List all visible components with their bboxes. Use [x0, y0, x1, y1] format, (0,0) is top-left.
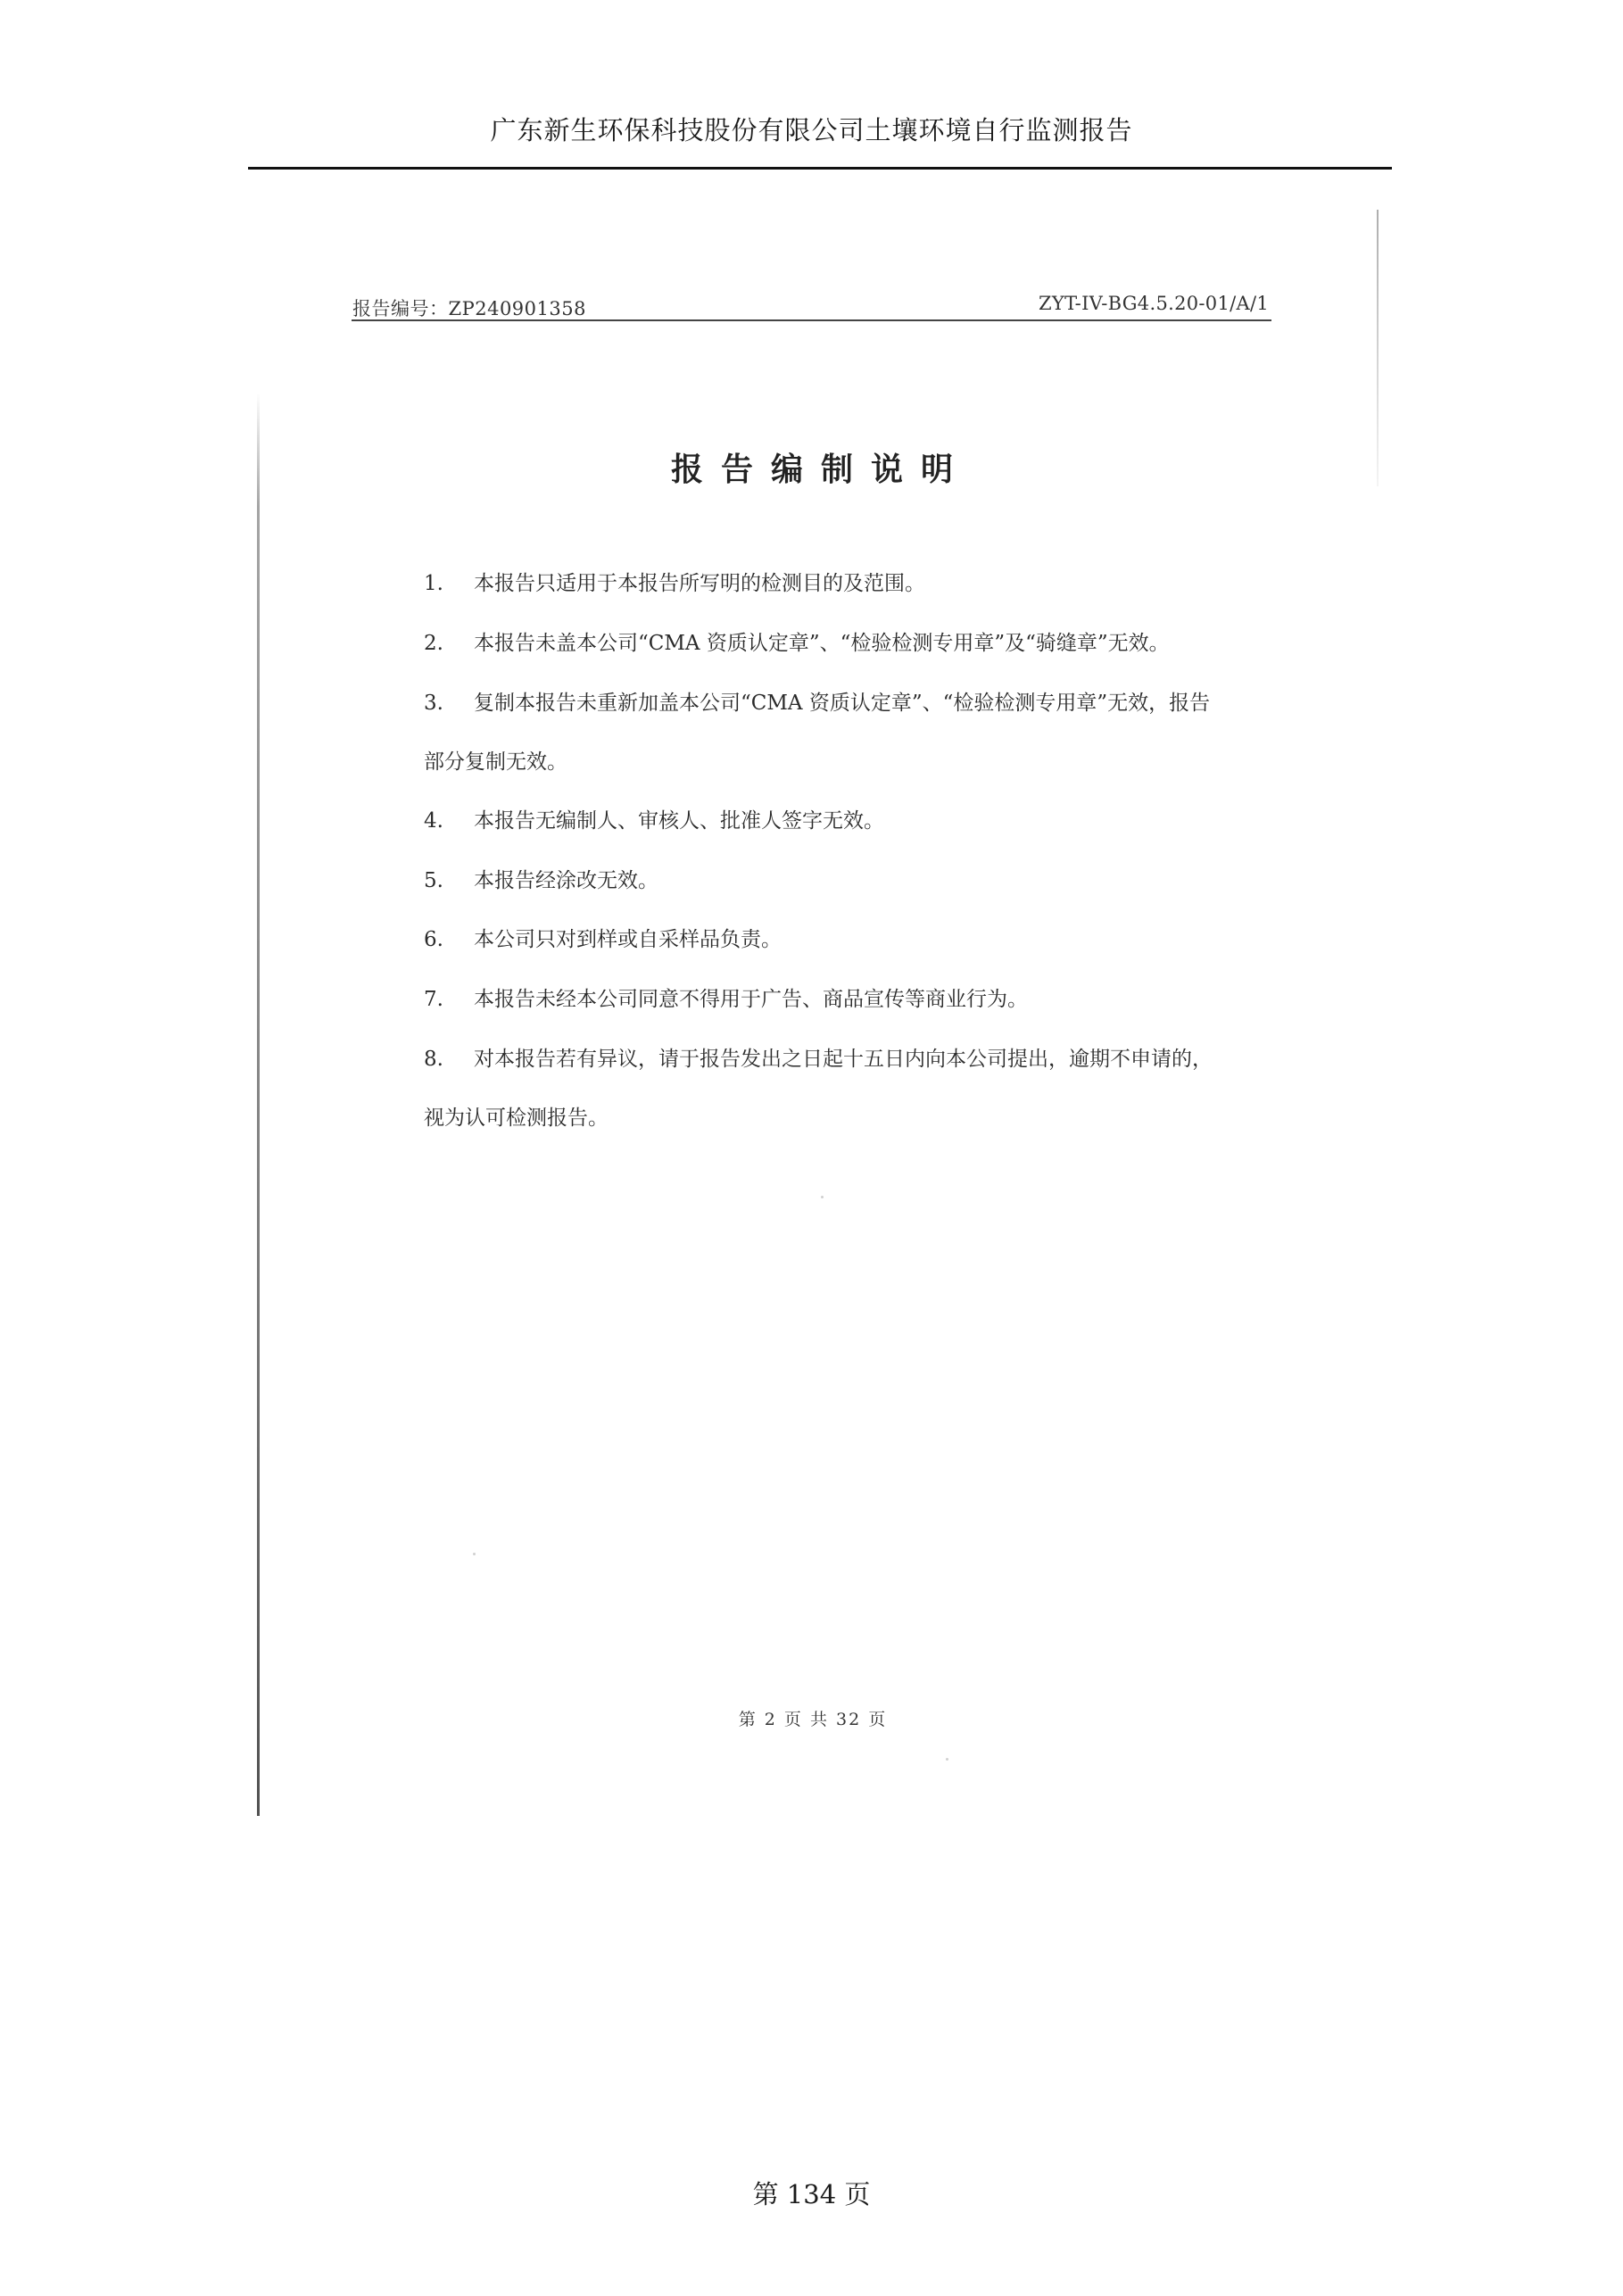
scanned-report-page	[250, 205, 1376, 1838]
page-number: 第 134 页	[752, 2179, 871, 2209]
clause-5	[424, 866, 1271, 896]
clause-number: 1.	[424, 572, 443, 595]
report-number: 报告编号：ZP240901358	[352, 298, 586, 319]
clause-text: 复制本报告未重新加盖本公司“CMA 资质认定章”、“检验检测专用章”无效，报告	[474, 692, 1211, 715]
running-header: 广东新生环保科技股份有限公司土壤环境自行监测报告	[490, 115, 1133, 145]
clause-number: 8.	[424, 1048, 443, 1071]
clause-number: 4.	[424, 809, 443, 833]
report-title: 报告编制说明	[670, 452, 971, 488]
clause-7	[424, 984, 1271, 1015]
clause-text: 对本报告若有异议，请于报告发出之日起十五日内向本公司提出，逾期不申请的，	[474, 1048, 1213, 1071]
clause-3	[424, 688, 1271, 718]
scan-speck	[946, 1758, 948, 1761]
clause-number: 5.	[424, 869, 443, 892]
clause-text: 本报告经涂改无效。	[474, 869, 658, 892]
scan-edge-left	[257, 393, 260, 1816]
clause-8-continuation: 视为认可检测报告。	[424, 1107, 609, 1130]
clause-8	[424, 1044, 1271, 1074]
clause-text: 本报告未盖本公司“CMA 资质认定章”、“检验检测专用章”及“骑缝章”无效。	[474, 632, 1170, 655]
inner-header-rule	[352, 319, 1271, 321]
clause-3-continuation: 部分复制无效。	[424, 750, 567, 774]
inner-page-number: 第 2 页 共 32 页	[738, 1710, 888, 1729]
clause-2	[424, 628, 1271, 659]
scan-edge-right	[1377, 210, 1379, 486]
clause-number: 7.	[424, 988, 443, 1011]
header-rule	[248, 167, 1392, 170]
clause-4	[424, 806, 1271, 836]
scan-speck	[473, 1553, 476, 1555]
clause-number: 2.	[424, 632, 443, 655]
scan-speck	[821, 1196, 824, 1198]
clause-text: 本报告只适用于本报告所写明的检测目的及范围。	[474, 572, 925, 595]
clause-text: 本报告未经本公司同意不得用于广告、商品宣传等商业行为。	[474, 988, 1028, 1011]
clause-number: 3.	[424, 692, 443, 715]
clause-1	[424, 568, 1271, 599]
clause-number: 6.	[424, 928, 443, 951]
form-code: ZYT-IV-BG4.5.20-01/A/1	[1039, 293, 1269, 314]
clause-text: 本报告无编制人、审核人、批准人签字无效。	[474, 809, 884, 833]
clause-text: 本公司只对到样或自采样品负责。	[474, 928, 782, 951]
clause-6	[424, 924, 1271, 955]
